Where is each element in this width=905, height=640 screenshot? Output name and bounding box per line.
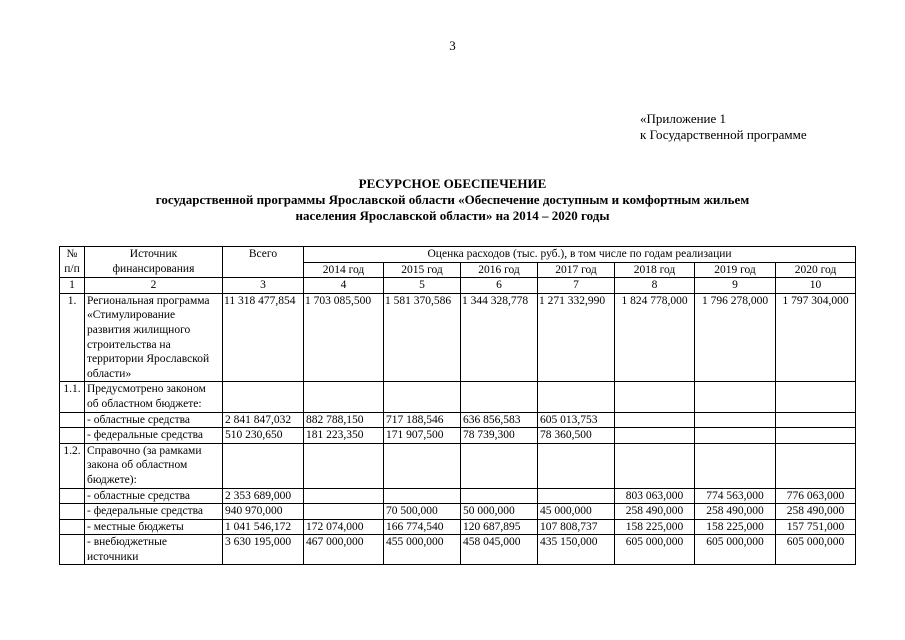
row-year-value-2: 70 500,000 [384,504,461,520]
row-year-value-2 [384,488,461,504]
row-year-value-3 [461,488,538,504]
column-number-9: 9 [695,278,776,294]
row-year-value-1 [304,504,384,520]
row-year-value-1: 172 074,000 [304,519,384,535]
table-row [60,519,856,535]
row-total-value: 2 841 847,032 [223,412,304,428]
table-row [60,488,856,504]
header-year-7: 2020 год [776,262,856,278]
row-year-value-6 [695,428,776,444]
row-year-value-1 [304,488,384,504]
row-year-value-7: 1 797 304,000 [776,293,856,382]
row-year-value-2: 717 188,546 [384,412,461,428]
header-year-4: 2017 год [538,262,615,278]
row-year-value-2: 166 774,540 [384,519,461,535]
column-number-4: 4 [304,278,384,294]
row-year-value-4: 45 000,000 [538,504,615,520]
appendix-note [640,111,807,143]
row-year-value-2 [384,382,461,412]
row-source: Региональная программа «Стимулирование развития жилищного строительства на территории Ярославской области» [85,293,223,382]
row-total-value: 11 318 477,854 [223,293,304,382]
column-numbers-row [60,278,856,294]
title-line-2: государственной программы Ярославской области «Обеспечение доступным и комфортным жильем [155,192,750,207]
column-number-3: 3 [223,278,304,294]
row-number [60,504,85,520]
page-number: 3 [449,38,456,53]
row-year-value-6 [695,443,776,488]
column-number-5: 5 [384,278,461,294]
row-total-value [223,443,304,488]
row-total-value: 940 970,000 [223,504,304,520]
row-year-value-2: 1 581 370,586 [384,293,461,382]
row-source: - федеральные средства [85,504,223,520]
column-number-6: 6 [461,278,538,294]
row-number: 1.1. [60,382,85,412]
title-line-3: населения Ярославской области» на 2014 – 2020 годы [295,208,610,223]
row-year-value-5: 803 063,000 [615,488,695,504]
table-row [60,412,856,428]
row-year-value-4: 1 271 332,990 [538,293,615,382]
table-row [60,504,856,520]
row-year-value-6: 258 490,000 [695,504,776,520]
row-year-value-2 [384,443,461,488]
row-year-value-7: 776 063,000 [776,488,856,504]
header-estimate: Оценка расходов (тыс. руб.), в том числе по годам реализации [304,247,856,263]
row-number [60,488,85,504]
row-number: 1. [60,293,85,382]
row-year-value-3: 1 344 328,778 [461,293,538,382]
row-year-value-1: 1 703 085,500 [304,293,384,382]
row-year-value-4 [538,382,615,412]
row-year-value-7 [776,443,856,488]
row-total-value: 2 353 689,000 [223,488,304,504]
column-number-8: 8 [615,278,695,294]
header-year-2: 2015 год [384,262,461,278]
row-year-value-5: 158 225,000 [615,519,695,535]
row-year-value-6: 774 563,000 [695,488,776,504]
row-source: - местные бюджеты [85,519,223,535]
table-row [60,382,856,412]
row-year-value-3: 78 739,300 [461,428,538,444]
row-year-value-1 [304,443,384,488]
row-source: - областные средства [85,412,223,428]
row-year-value-3: 120 687,895 [461,519,538,535]
header-source-line-1: Источник [129,248,178,260]
table-row [60,443,856,488]
row-year-value-1 [304,382,384,412]
table-row [60,428,856,444]
header-source-line-2: финансирования [112,262,195,275]
header-num-line-1: № [66,248,78,260]
row-year-value-2: 171 907,500 [384,428,461,444]
row-total-value [223,382,304,412]
row-number [60,519,85,535]
row-year-value-4: 605 013,753 [538,412,615,428]
row-year-value-3: 50 000,000 [461,504,538,520]
row-year-value-5: 605 000,000 [615,535,695,565]
row-source: - внебюджетные источники [85,535,223,565]
header-year-1: 2014 год [304,262,384,278]
row-year-value-7: 157 751,000 [776,519,856,535]
row-year-value-5: 1 824 778,000 [615,293,695,382]
table-row [60,293,856,382]
row-number: 1.2. [60,443,85,488]
row-year-value-3: 636 856,583 [461,412,538,428]
row-source: Справочно (за рамками закона об областном бюджете): [85,443,223,488]
header-num-line-2: п/п [64,262,80,275]
resource-table [59,246,856,565]
appendix-line-1: «Приложение 1 [640,111,727,126]
row-year-value-4 [538,443,615,488]
header-year-3: 2016 год [461,262,538,278]
column-number-2: 2 [85,278,223,294]
row-total-value: 1 041 546,172 [223,519,304,535]
title-line-1: РЕСУРСНОЕ ОБЕСПЕЧЕНИЕ [358,176,547,191]
column-number-10: 10 [776,278,856,294]
column-number-1: 1 [60,278,85,294]
column-number-7: 7 [538,278,615,294]
row-year-value-7 [776,428,856,444]
row-number [60,535,85,565]
row-year-value-5 [615,382,695,412]
header-source [85,247,223,278]
row-total-value: 3 630 195,000 [223,535,304,565]
header-year-6: 2019 год [695,262,776,278]
header-num [60,247,85,278]
table-row [60,535,856,565]
row-year-value-5 [615,428,695,444]
row-year-value-3 [461,443,538,488]
row-year-value-4 [538,488,615,504]
row-number [60,412,85,428]
row-source: - федеральные средства [85,428,223,444]
document-title [0,176,905,224]
row-year-value-5 [615,412,695,428]
row-year-value-3: 458 045,000 [461,535,538,565]
row-year-value-5: 258 490,000 [615,504,695,520]
row-year-value-7: 605 000,000 [776,535,856,565]
row-year-value-6: 605 000,000 [695,535,776,565]
row-year-value-2: 455 000,000 [384,535,461,565]
row-total-value: 510 230,650 [223,428,304,444]
row-year-value-1: 882 788,150 [304,412,384,428]
row-year-value-7: 258 490,000 [776,504,856,520]
header-year-5: 2018 год [615,262,695,278]
row-year-value-6: 1 796 278,000 [695,293,776,382]
appendix-line-2: к Государственной программе [640,127,807,142]
row-year-value-6 [695,382,776,412]
row-year-value-6 [695,412,776,428]
row-year-value-5 [615,443,695,488]
row-year-value-1: 467 000,000 [304,535,384,565]
row-year-value-1: 181 223,350 [304,428,384,444]
row-year-value-4: 78 360,500 [538,428,615,444]
row-number [60,428,85,444]
row-year-value-7 [776,412,856,428]
row-year-value-3 [461,382,538,412]
row-year-value-7 [776,382,856,412]
header-total: Всего [223,247,304,278]
row-source: Предусмотрено законом об областном бюджете: [85,382,223,412]
row-year-value-4: 435 150,000 [538,535,615,565]
row-year-value-6: 158 225,000 [695,519,776,535]
header-row-1 [60,247,856,263]
row-year-value-4: 107 808,737 [538,519,615,535]
row-source: - областные средства [85,488,223,504]
